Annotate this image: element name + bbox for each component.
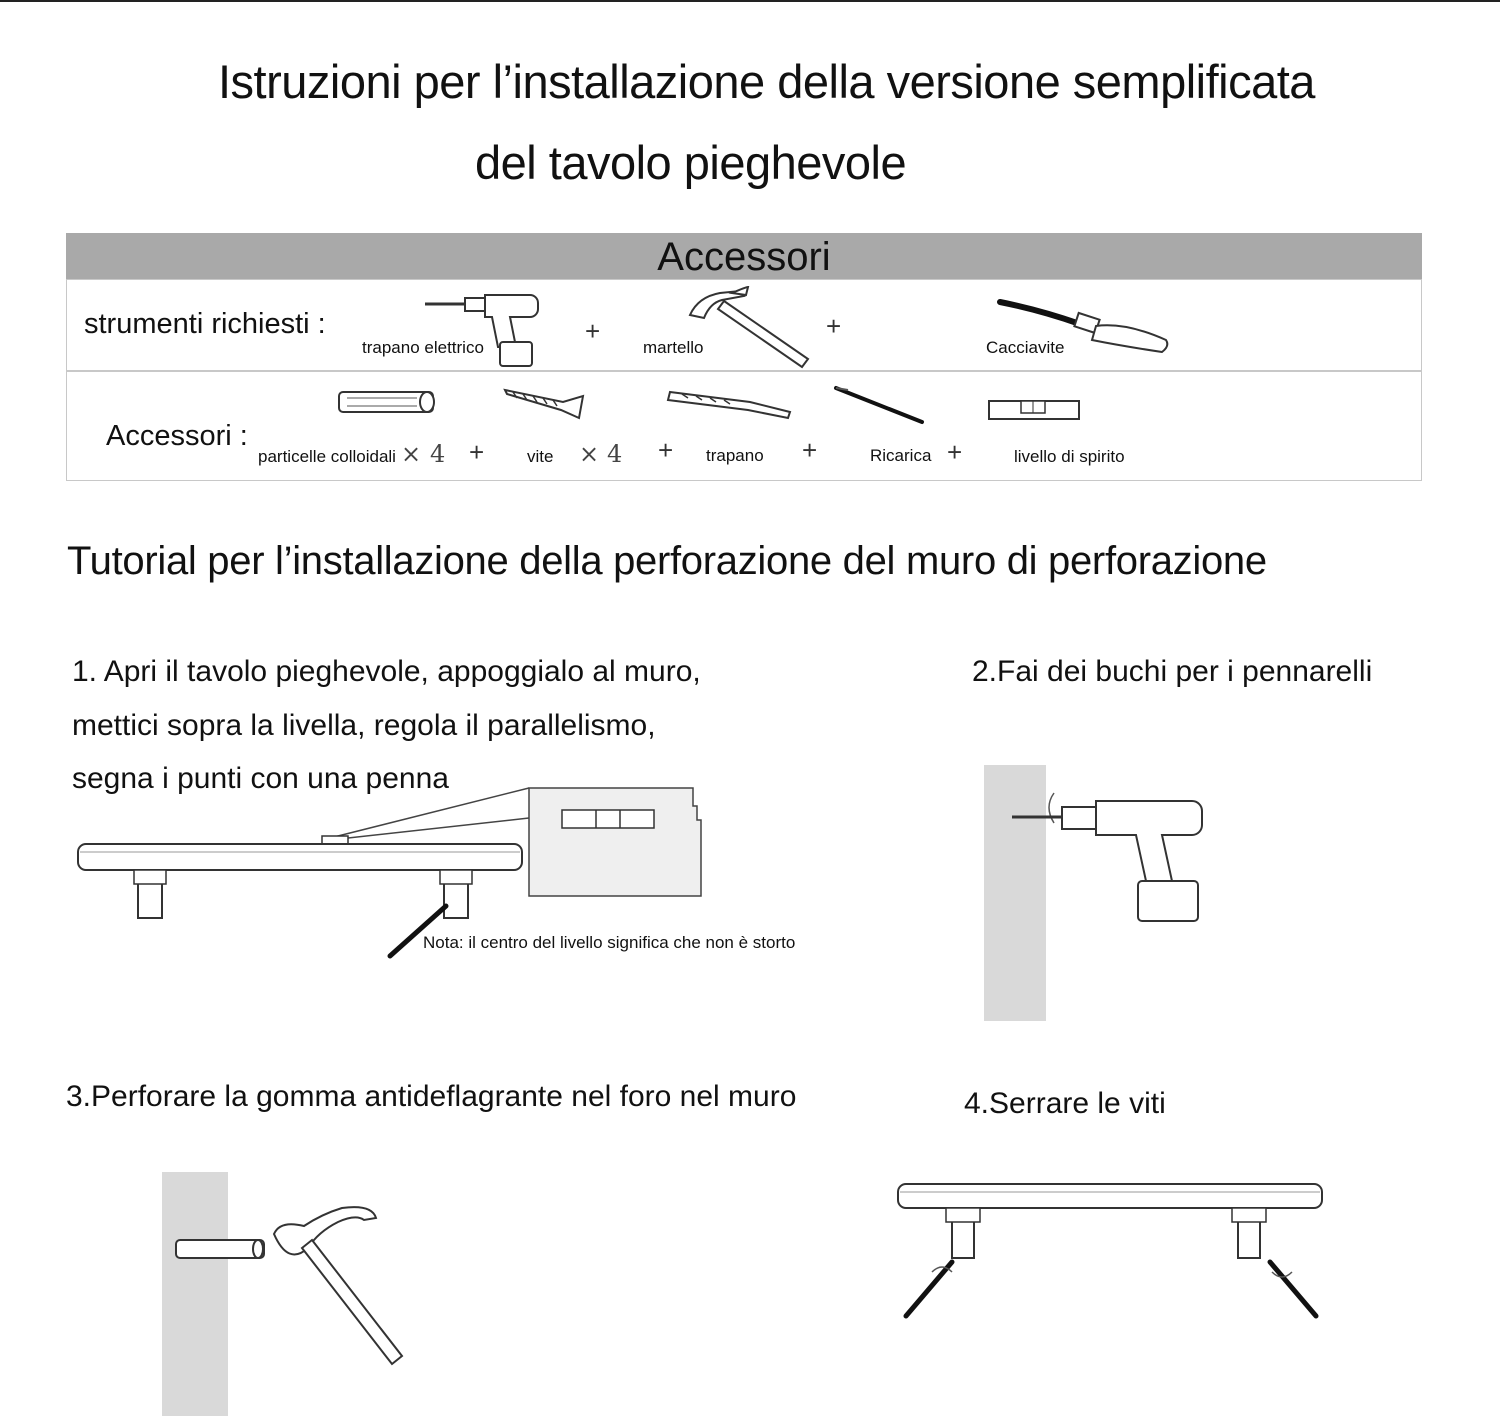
plus-sign: + [947,437,963,467]
part-label-refill: Ricarica [870,446,932,465]
step3-text: 3.Perforare la gomma antideflagrante nel foro nel muro [66,1080,797,1113]
colloidal-count: 4 [430,440,446,468]
plus-sign: + [585,316,601,346]
multiply-sign: × [401,440,422,468]
hammer-icon [688,287,813,367]
accessories-table-header [66,233,1422,279]
tool-label-hammer: martello [643,338,704,357]
step1-line1: 1. Apri il tavolo pieghevole, appoggialo al muro, [72,655,701,688]
spirit-level-icon [987,399,1081,421]
refill-icon [834,384,926,426]
part-label-colloidal: particelle colloidali [258,447,396,466]
plus-sign: + [658,435,674,465]
accessories-header-label: Accessori [657,235,831,279]
tools-row-label: strumenti richiesti : [84,308,326,340]
part-label-screw: vite [527,447,554,466]
tighten-screws-illustration [896,1180,1328,1324]
page-title-line2: del tavolo pieghevole [475,136,907,189]
plus-sign: + [469,437,485,467]
top-border-line [0,0,1500,2]
plus-sign: + [826,311,842,341]
multiply-sign: × [579,440,600,468]
step4-text: 4.Serrare le viti [964,1087,1166,1120]
drilling-wall-illustration [984,765,1220,1023]
step1-note: Nota: il centro del livello significa che non è storto [423,933,796,952]
part-label-spirit-level: livello di spirito [1014,447,1125,466]
step1-line3: segna i punti con una penna [72,762,449,795]
hammering-plug-illustration [162,1172,407,1418]
part-label-drill-bit: trapano [706,446,764,465]
drill-bit-icon [668,386,792,418]
parts-row-label: Accessori : [106,420,248,452]
tool-label-screwdriver: Cacciavite [986,338,1065,357]
wall-plug-icon [337,388,439,416]
step2-text: 2.Fai dei buchi per i pennarelli [972,655,1373,688]
step1-line2: mettici sopra la livella, regola il parallelismo, [72,709,656,742]
screw-icon [503,386,585,420]
screw-count: 4 [607,440,623,468]
page-title-line1: Istruzioni per l’installazione della versione semplificata [218,55,1315,108]
plus-sign: + [802,435,818,465]
tutorial-heading: Tutorial per l’installazione della perforazione del muro di perforazione [67,539,1267,583]
tool-label-drill: trapano elettrico [362,338,484,357]
